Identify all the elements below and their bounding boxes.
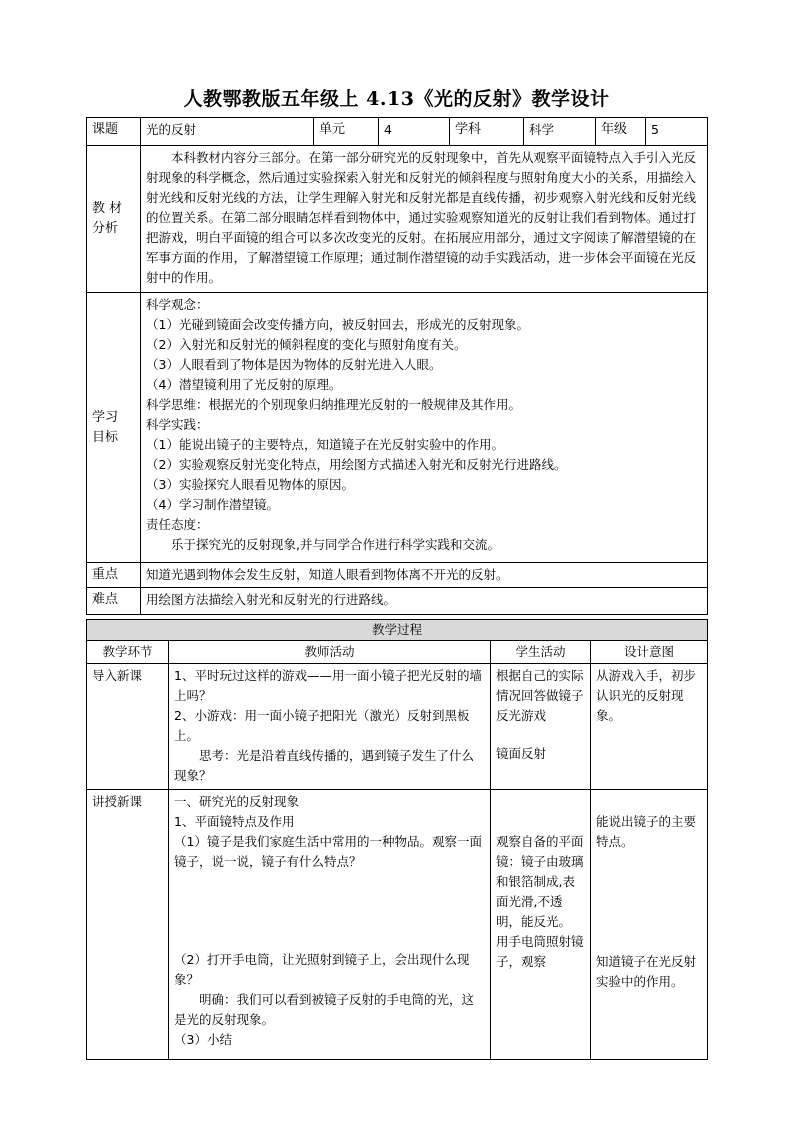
lesson-stage: 讲授新课 bbox=[87, 790, 169, 1060]
goals-label bbox=[87, 293, 141, 563]
analysis-label bbox=[87, 146, 141, 293]
grade-label: 年级 bbox=[596, 118, 646, 146]
lesson-teacher-line: 一、研究光的反射现象 bbox=[174, 794, 300, 809]
lesson-student-line: 观察自备的平面镜：镜子由玻璃和银箔制成,表面光滑,不透明，能反光。 bbox=[496, 834, 584, 929]
goals-line: 科学实践： bbox=[146, 417, 209, 432]
course-value: 光的反射 bbox=[141, 118, 314, 146]
lesson-teacher-line: （1）镜子是我们家庭生活中常用的一种物品。观察一面镜子，说一说，镜子有什么特点？ bbox=[174, 834, 482, 869]
subject-value: 科学 bbox=[524, 118, 596, 146]
goals-label-line1: 学习 bbox=[92, 409, 119, 425]
goals-line: （1）光碰到镜面会改变传播方向，被反射回去，形成光的反射现象。 bbox=[146, 317, 529, 332]
intro-stage: 导入新课 bbox=[87, 664, 169, 790]
process-heading: 教学过程 bbox=[87, 620, 708, 641]
document-title: 人教鄂教版五年级上 4.13《光的反射》教学设计 bbox=[183, 88, 610, 110]
analysis-label-line1: 教 材 bbox=[92, 201, 123, 216]
column-header: 教师活动 bbox=[169, 641, 491, 664]
column-header: 设计意图 bbox=[591, 641, 708, 664]
lesson-intent-line: 能说出镜子的主要特点。 bbox=[596, 814, 697, 849]
goals-label-line2: 目标 bbox=[92, 429, 119, 445]
goals-line: （3）人眼看到了物体是因为物体的反射光进入人眼。 bbox=[146, 357, 442, 372]
goals-content bbox=[141, 293, 708, 563]
goals-line: （1）能说出镜子的主要特点，知道镜子在光反射实验中的作用。 bbox=[146, 437, 504, 452]
grade-value: 5 bbox=[646, 118, 708, 146]
lesson-teacher-line: （2）打开手电筒，让光照射到镜子上，会出现什么现象？ bbox=[174, 952, 470, 987]
intro-teacher-line: 思考：光是沿着直线传播的，遇到镜子发生了什么现象？ bbox=[174, 748, 475, 783]
intro-student bbox=[491, 664, 591, 790]
course-label: 课题 bbox=[87, 118, 141, 146]
key-point-text: 知道光遇到物体会发生反射，知道人眼看到物体离不开光的反射。 bbox=[141, 563, 708, 588]
intro-student-line: 镜面反射 bbox=[496, 746, 547, 761]
unit-label: 单元 bbox=[314, 118, 379, 146]
goals-line: （2）入射光和反射光的倾斜程度的变化与照射角度有关。 bbox=[146, 337, 467, 352]
lesson-intent bbox=[591, 790, 708, 1060]
goals-line: （2）实验观察反射光变化特点，用绘图方式描述入射光和反射光行进路线。 bbox=[146, 457, 567, 472]
goals-line: （4）学习制作潜望镜。 bbox=[146, 497, 279, 512]
goals-line: 责任态度： bbox=[146, 517, 209, 532]
intro-student-line: 根据自己的实际情况回答做镜子反光游戏 bbox=[496, 668, 584, 723]
lesson-teacher bbox=[169, 790, 491, 1060]
difficulty-label: 难点 bbox=[87, 588, 141, 615]
column-header: 学生活动 bbox=[491, 641, 591, 664]
lesson-teacher-line: （3）小结 bbox=[174, 1032, 232, 1047]
goals-line: 乐于探究光的反射现象,并与同学合作进行科学实践和交流。 bbox=[171, 537, 500, 552]
analysis-text: 本科教材内容分三部分。在第一部分研究光的反射现象中，首先从观察平面镜特点入手引入光反射现象的科学概念，然后通过实验探索入射光和反射光的倾斜程度与照射角度大小的关系，用描绘入射光线和反射光线的方法，让学生理解入射光和反射光都是直线传播，初步观察入射光线和反射光线的位置关系。在第二部分眼睛怎样看到物体中，通过实验观察知道光的反射让我们看到物体。通过打把游戏，明白平面镜的组合可以多次改变光的反射。在拓展应用部分，通过文字阅读了解潜望镜的在军事方面的作用，了解潜望镜工作原理；通过制作潜望镜的动手实践活动，进一步体会平面镜在光反射中的作用。 bbox=[141, 146, 708, 293]
lesson-teacher-line: 明确：我们可以看到被镜子反射的手电筒的光，这是光的反射现象。 bbox=[174, 992, 475, 1027]
lesson-teacher-line: 1、平面镜特点及作用 bbox=[174, 814, 295, 829]
intro-teacher-line: 1、平时玩过这样的游戏——用一面小镜子把光反射的墙上吗？ bbox=[174, 668, 482, 703]
unit-value: 4 bbox=[379, 118, 450, 146]
analysis-label-line2: 分析 bbox=[92, 221, 119, 236]
intro-intent: 从游戏入手，初步认识光的反射现象。 bbox=[591, 664, 708, 790]
intro-teacher bbox=[169, 664, 491, 790]
lesson-info-table bbox=[86, 117, 708, 615]
subject-label: 学科 bbox=[450, 118, 524, 146]
goals-line: （4）潜望镜利用了光反射的原理。 bbox=[146, 377, 342, 392]
lesson-student-line: 用手电筒照射镜子，观察 bbox=[496, 934, 584, 969]
goals-line: 科学思维：根据光的个别现象归纳推理光反射的一般规律及其作用。 bbox=[146, 397, 522, 412]
lesson-student bbox=[491, 790, 591, 1060]
key-point-label: 重点 bbox=[87, 563, 141, 588]
lesson-intent-line: 知道镜子在光反射实验中的作用。 bbox=[596, 954, 697, 989]
difficulty-text: 用绘图方法描绘入射光和反射光的行进路线。 bbox=[141, 588, 708, 615]
intro-teacher-line: 2、小游戏：用一面小镜子把阳光（激光）反射到黑板上。 bbox=[174, 708, 470, 743]
goals-line: （3）实验探究人眼看见物体的原因。 bbox=[146, 477, 354, 492]
teaching-process-table bbox=[86, 619, 708, 1060]
goals-line: 科学观念： bbox=[146, 297, 209, 312]
column-header: 教学环节 bbox=[87, 641, 169, 664]
